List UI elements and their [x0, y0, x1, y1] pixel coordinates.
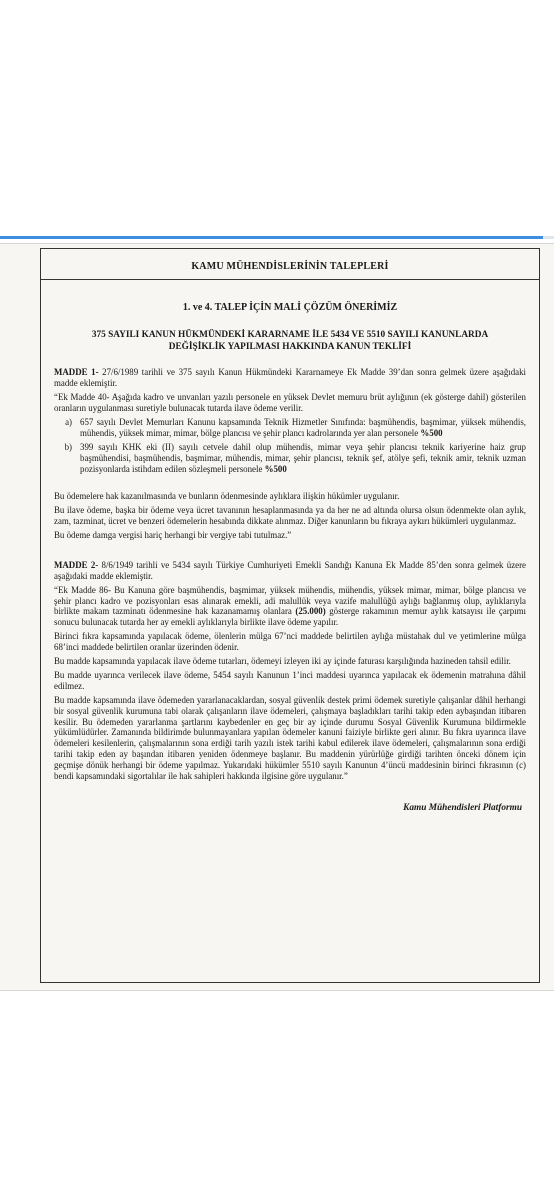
list-marker-a: a): [65, 416, 72, 427]
list-text-b-body: 399 sayılı KHK eki (II) sayılı cetvele dahil olup mühendis, mimar veya şehir plancısı teknik kariyerine haiz grup başmühendisi, başmühendis, başmimar, mühendis, mimar, şehir plancısı, teknik şef, atölye şefi, teknik amir, teknik uzman pozisyonlarda istihdam edilen sözleşmeli personele: [80, 442, 526, 475]
document-header-title: KAMU MÜHENDİSLERİNİN TALEPLERİ: [191, 261, 389, 272]
article-2-quote: [54, 585, 526, 629]
document-frame: [40, 248, 540, 983]
article-2-intro-text: 8/6/1949 tarihli ve 5434 sayılı Türkiye Cumhuriyeti Emekli Sandığı Kanuna Ek Madde 85’den sonra gelmek üzere aşağıdaki madde eklemiştir.: [54, 559, 526, 581]
spacer: [54, 544, 526, 560]
signature: Kamu Mühendisleri Platformu: [403, 803, 522, 813]
article-1-list: [54, 417, 526, 476]
list-rate-b: %500: [264, 464, 287, 475]
article-2-intro: [54, 560, 526, 582]
article-2-paragraph: Bu madde kapsamında ilave ödemeden yararlanacaklardan, sosyal güvenlik destek primi ödemek suretiyle çalışanlar dâhil herhangi bir sosyal güvenlik kurumuna tabi olarak çalışanların ilave ödemeleri, çalışmaya başladıkları tarihi takip eden aybaşından itibaren kesilir. Bu ödemeden yararlanma şartlarını kaybedenler en geç bir ay içinde durumu Sosyal Güvenlik Kurumuna bildirmekle yükümlüdürler. Zamanında bildirimde bulunmayanlara yapılan ödemeler kanuni faiziyle birlikte geri alınır. Bu fıkra uyarınca ilave ödemeleri kesilenlerin, çalışmalarının sona erdiği tarih yazılı istek tarihi kabul edilerek ilave ödemeleri, çalışmalarının sona erdiği tarihi takip eden ay başından itibaren yeniden ödenmeye başlanır. Bu maddenin yürürlüğe girdiği tarihten önceki dönem için geçmişe dönük herhangi bir ödeme yapılmaz. Yukarıdaki hükümler 5510 sayılı Kanunun 4’üncü maddesinin birinci fıkrasının (c) bendi kapsamındaki sigortalılar ile hak sahipleri hakkında ilgisine göre uygulanır.”: [54, 694, 526, 782]
document-image: [0, 243, 554, 991]
progress-bar-fill: [0, 236, 543, 239]
article-1-paragraph: Bu ödemelere hak kazanılmasında ve bunların ödenmesinde aylıklara ilişkin hükümler uygulanır.: [54, 491, 400, 502]
article-2-quote-text-end: gösterge rakamının memur aylık katsayısı ile çarpımı sonucu bulunacak tutarda her ay emekli aylıklarıyla birlikte ilave ödeme yapılır.: [54, 606, 526, 628]
list-text-b: [80, 442, 526, 475]
list-item-b: [54, 442, 526, 475]
spacer: [54, 479, 526, 491]
article-2-paragraph: Bu madde uyarınca verilecek ilave ödeme, 5454 sayılı Kanunun 1’inci maddesi uyarınca yapılacak ek ödemenin matrahına dâhil edilmez.: [54, 669, 526, 691]
article-2-quote-text: “Ek Madde 86- Bu Kanuna göre başmühendis, başmimar, yüksek mühendis, mühendis, yüksek mimar, mimar, bölge plancısı ve şehir plancı kadro ve pozisyonları esas alınarak emekli, adi malullük veya vazife malullüğü aylığı bağlanmış olup, aylıklarıyla birlikte makam tazminatı ödenmesine hak kazanamamış olanlara: [54, 584, 526, 617]
article-2-label: MADDE 2-: [54, 559, 99, 570]
list-marker-b: b): [64, 442, 72, 453]
progress-bar: [0, 236, 554, 239]
article-1-paragraph: Bu ilave ödeme, başka bir ödeme veya ücret tavanının hesaplanmasında ya da her ne ad altında olursa olsun ödenmekte olan aylık, zam, tazminat, ücret ve benzeri ödemelerin hesabında dikkate alınmaz. Diğer kanunların bu fıkraya aykırı hükümleri uygulanmaz.: [54, 505, 526, 526]
article-1-intro-text: 27/6/1989 tarihli ve 375 sayılı Kanun Hükmündeki Kararnameye Ek Madde 39’dan sonra gelmek üzere aşağıdaki madde eklemiştir.: [54, 367, 527, 388]
list-text-a: [80, 417, 526, 439]
list-item-a: [54, 417, 526, 439]
law-proposal-title: 375 SAYILI KANUN HÜKMÜNDEKİ KARARNAME İLE 5434 VE 5510 SAYILI KANUNLARDA DEĞİŞİKLİK YAPILMASI HAKKINDA KANUN TEKLİFİ: [91, 330, 489, 352]
article-1-label: MADDE 1-: [54, 367, 99, 377]
section-title: 1. ve 4. TALEP İÇİN MALİ ÇÖZÜM ÖNERİMİZ: [182, 302, 398, 313]
article-1-paragraph: Bu ödeme damga vergisi hariç herhangi bir vergiye tabi tutulmaz.”: [54, 529, 292, 540]
article-1-intro: [54, 367, 526, 389]
article-2-paragraph: Bu madde kapsamında yapılacak ilave ödeme tutarları, ödemeyi izleyen iki ay içinde faturası karşılığında hazineden tahsil edilir.: [54, 656, 511, 667]
list-rate-a: %500: [420, 427, 443, 438]
article-1-quote: “Ek Madde 40- Aşağıda kadro ve unvanları yazılı personele en yüksek Devlet memuru brüt aylığının (ek gösterge dahil) gösterilen oranların uygulanması suretiyle bulunacak tutarda ilave ödeme verilir.: [54, 391, 526, 413]
header-divider: [41, 279, 539, 280]
list-text-a-body: 657 sayılı Devlet Memurları Kanunu kapsamında Teknik Hizmetler Sınıfında: başmühendis, başmimar, yüksek mühendis, mühendis, yüksek mimar, mimar, bölge plancısı ve şehir plancı kadrolarında yer alan personele: [80, 416, 526, 438]
article-2-quote-amount: (25.000): [295, 606, 326, 617]
article-2-paragraph: Birinci fıkra kapsamında yapılacak ödeme, ölenlerin mülga 67’nci maddede belirtilen aylığa müstahak dul ve yetimlerine mülga 68’inci maddede belirtilen oranlar üzerinden ödenir.: [54, 631, 526, 653]
